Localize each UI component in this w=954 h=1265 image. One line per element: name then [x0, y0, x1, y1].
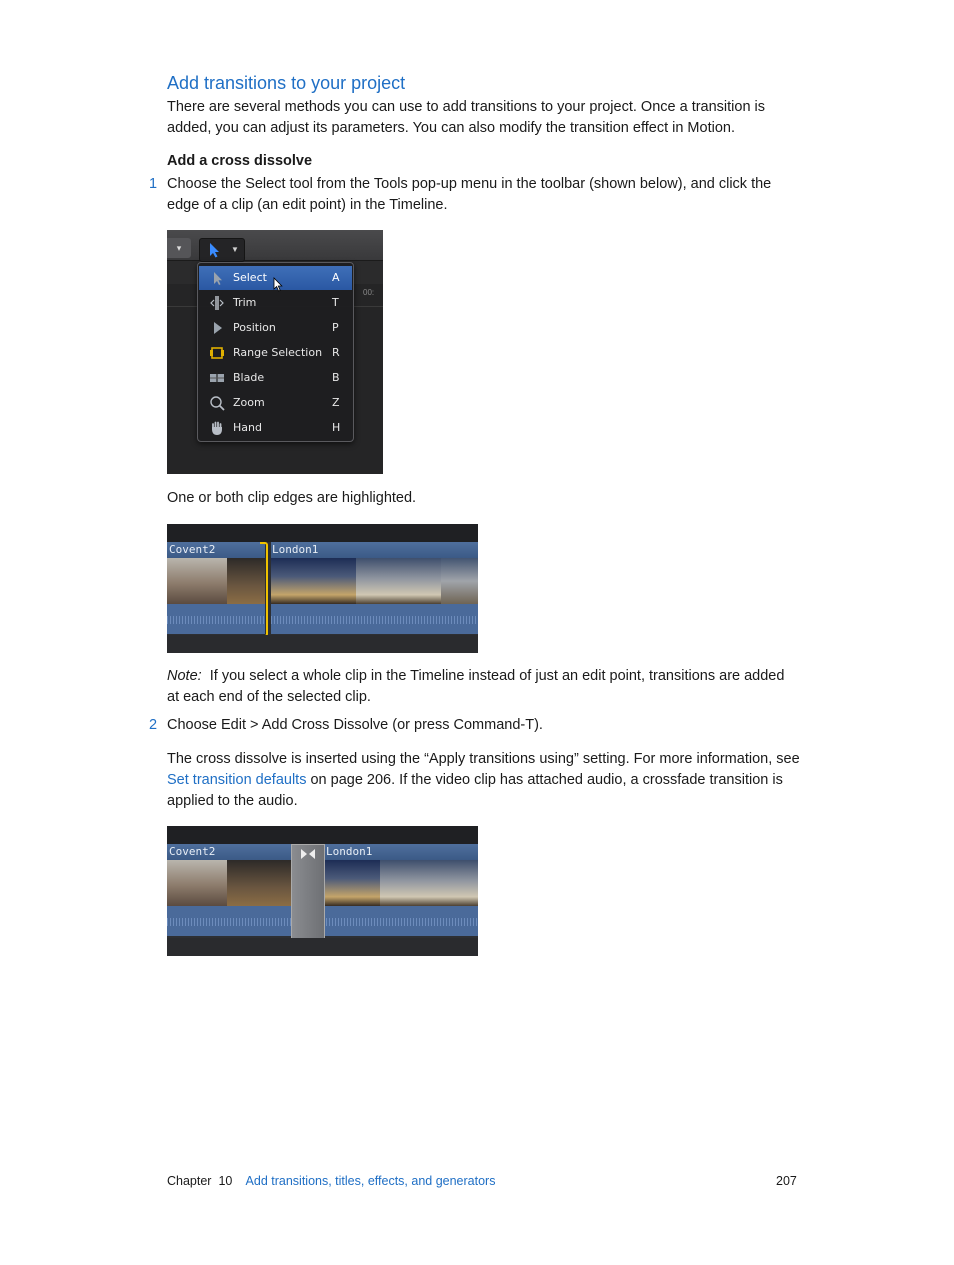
timeline-footer — [167, 635, 478, 653]
menu-item-shortcut: R — [332, 346, 340, 359]
mouse-pointer-icon — [273, 277, 283, 292]
timeline-clips-edit-point — [167, 524, 478, 653]
task-subheading-text: Add a cross dissolve — [167, 153, 313, 169]
footer-chapter-number: 10 — [218, 1174, 233, 1188]
step-2-number: 2 — [149, 717, 158, 733]
menu-item-shortcut: P — [332, 321, 339, 334]
timeline-header — [167, 826, 478, 844]
page-number: 207 — [776, 1174, 797, 1188]
video-thumbnail — [167, 558, 227, 604]
note-label: Note: — [167, 668, 202, 684]
menu-item-shortcut: A — [332, 271, 340, 284]
toolbar-left-control[interactable]: ▾ — [167, 238, 191, 258]
menu-item-blade[interactable] — [199, 366, 352, 390]
menu-item-label: Zoom — [233, 396, 265, 409]
menu-item-label: Range Selection — [233, 346, 323, 359]
task-subheading — [167, 151, 312, 172]
video-thumbnail — [271, 558, 356, 604]
menu-item-position[interactable] — [199, 316, 352, 340]
menu-item-range-selection[interactable] — [199, 341, 352, 365]
timeline-footer — [167, 938, 478, 956]
tools-popup-button[interactable] — [199, 238, 245, 262]
audio-waveform — [167, 604, 265, 634]
menu-item-label: Hand — [233, 421, 262, 434]
clip-name-right: London1 — [272, 543, 319, 556]
trim-icon — [209, 295, 225, 311]
transition-icon — [301, 849, 315, 859]
select-arrow-icon — [209, 270, 225, 286]
step-1-number: 1 — [149, 176, 158, 192]
edit-point-highlight[interactable] — [260, 542, 268, 637]
caption-highlight: One or both clip edges are highlighted. — [167, 490, 417, 506]
menu-item-trim[interactable] — [199, 291, 352, 315]
set-transition-defaults-link[interactable]: Set transition defaults — [167, 772, 307, 788]
note-paragraph — [167, 666, 797, 708]
timeline-clips-cross-dissolve — [167, 826, 478, 956]
tools-menu-screenshot — [167, 230, 383, 474]
menu-item-hand[interactable] — [199, 416, 352, 440]
clip-name-left: Covent2 — [169, 543, 216, 556]
position-arrow-icon — [209, 320, 225, 336]
blade-icon — [209, 370, 225, 386]
menu-item-label: Position — [233, 321, 276, 334]
result-text-before-link: The cross dissolve is inserted using the “Apply transitions using” setting. For more information, see — [167, 751, 800, 767]
timeline-header — [167, 524, 478, 542]
menu-item-shortcut: H — [332, 421, 341, 434]
clip-name-right: London1 — [326, 845, 373, 858]
select-arrow-icon — [209, 242, 221, 258]
footer-chapter-label: Chapter — [167, 1174, 212, 1188]
menu-item-shortcut: B — [332, 371, 340, 384]
timeline-ruler-label: 00: — [363, 288, 375, 297]
cross-dissolve-transition[interactable] — [291, 844, 325, 940]
hand-icon — [209, 420, 225, 436]
intro-paragraph: There are several methods you can use to add transitions to your project. Once a transition is added, you can adjust its parameters. You can also modify the transition effect in Motion. — [167, 99, 766, 136]
result-paragraph — [167, 749, 802, 812]
clip-name-left: Covent2 — [169, 845, 216, 858]
zoom-icon — [209, 395, 225, 411]
video-thumbnail — [380, 860, 478, 906]
result-text-after-link: on page 206. If the video clip has attached audio, a crossfade transition is applied to the audio. — [167, 772, 783, 809]
range-selection-icon — [209, 345, 225, 361]
video-thumbnail — [323, 860, 380, 906]
toolbar — [167, 230, 383, 261]
menu-item-label: Select — [233, 271, 267, 284]
note-text: If you select a whole clip in the Timeline instead of just an edit point, transitions are added at each end of the selected clip. — [167, 668, 785, 705]
video-thumbnail — [441, 558, 478, 604]
menu-item-label: Blade — [233, 371, 265, 384]
footer-chapter-title-link[interactable]: Add transitions, titles, effects, and generators — [245, 1174, 496, 1188]
menu-item-label: Trim — [233, 296, 257, 309]
video-thumbnail — [356, 558, 441, 604]
step-1-text: Choose the Select tool from the Tools pop-up menu in the toolbar (shown below), and click the edge of a clip (an edit point) in the Timeline. — [167, 176, 772, 213]
footer-chapter — [167, 1174, 495, 1188]
video-thumbnail — [227, 860, 291, 906]
menu-item-shortcut: T — [332, 296, 339, 309]
video-thumbnail — [167, 860, 227, 906]
menu-item-zoom[interactable] — [199, 391, 352, 415]
audio-waveform — [271, 604, 478, 634]
step-2-text: Choose Edit > Add Cross Dissolve (or press Command-T). — [167, 717, 543, 733]
section-heading: Add transitions to your project — [167, 73, 406, 93]
chevron-down-icon: ▼ — [231, 245, 239, 254]
menu-item-shortcut: Z — [332, 396, 340, 409]
